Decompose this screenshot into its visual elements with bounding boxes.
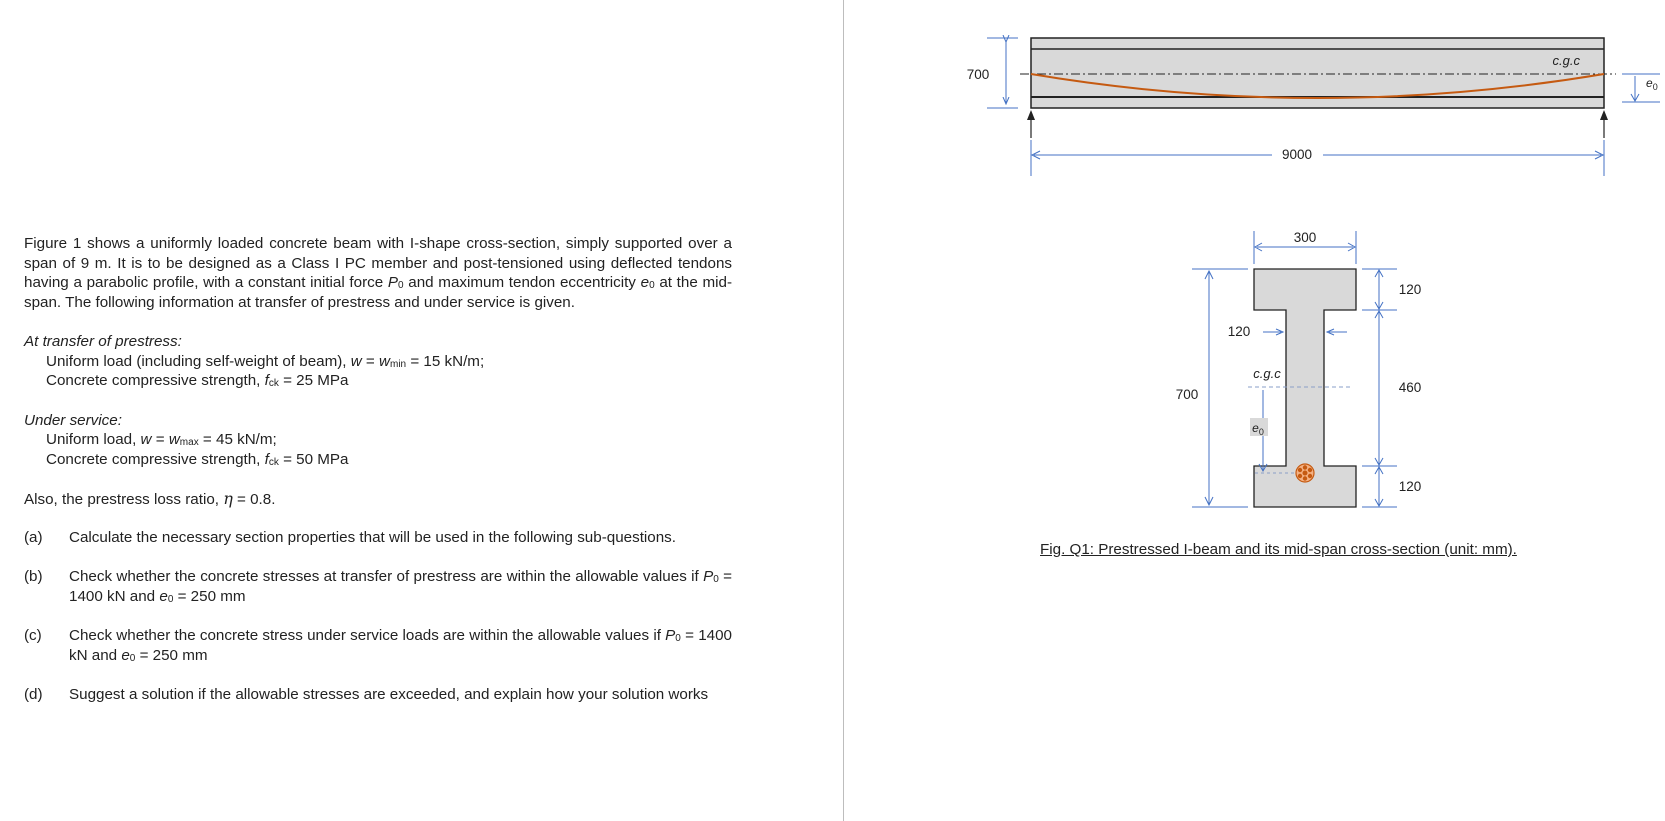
figure-caption: Fig. Q1: Prestressed I-beam and its mid-span cross-section (unit: mm). xyxy=(1040,541,1517,558)
section-width-label: 300 xyxy=(1293,230,1317,245)
tendon-strand-icon xyxy=(1296,464,1314,482)
question-text: Calculate the necessary section properties that will be used in the following sub-questions. xyxy=(69,528,676,546)
intro-paragraph: Figure 1 shows a uniformly loaded concrete beam with I-shape cross-section, simply supported over a span of 9 m. It is to be designed as a Class I PC member and post-tensioned using deflected tendons having a parabolic profile, with a constant initial force $P_0$ and maximum tendon eccentricity $e_0$ at the mid-span. The following information at transfer of prestress and under service is given. xyxy=(24,235,733,311)
span-label: 9000 xyxy=(1281,147,1313,162)
transfer-load: Uniform load (including self-weight of beam), $w = w_{min} = 15$ kN/m; xyxy=(46,352,485,370)
top-flange-label: 120 xyxy=(1398,282,1422,297)
web-height-label: 460 xyxy=(1398,380,1422,395)
web-thickness-label: 120 xyxy=(1227,324,1251,339)
beam-eccentricity-label: $e_0$ xyxy=(1646,76,1658,92)
section-eccentricity-label: $e_0$ xyxy=(1252,421,1264,437)
service-heading: Under service: xyxy=(24,411,122,429)
flange-web-dimensions xyxy=(1362,269,1421,507)
span-dimension xyxy=(1031,140,1604,176)
section-depth-dimension xyxy=(1176,269,1248,507)
support-arrow-right xyxy=(1600,110,1608,138)
question-label: (b) xyxy=(24,568,43,585)
section-eccentricity-dimension xyxy=(1250,390,1268,471)
transfer-strength: Concrete compressive strength, $f_{ck} = 25$ MPa xyxy=(46,372,349,389)
question-label: (a) xyxy=(24,528,43,546)
transfer-heading: At transfer of prestress: xyxy=(24,333,182,350)
beam-depth-label: 700 xyxy=(966,67,990,82)
bottom-flange-label: 120 xyxy=(1398,479,1422,494)
beam-elevation xyxy=(967,38,1660,176)
section-cgc-label: c.g.c xyxy=(1253,366,1281,381)
question-text: Check whether the concrete stresses at transfer of prestress are within the allowable values if $P_0 = 1400$ kN and $e_0 = 250$ mm xyxy=(69,568,732,605)
question-label: (d) xyxy=(24,686,43,703)
question-text: Suggest a solution if the allowable stresses are exceeded, and explain how your solution works xyxy=(69,686,709,703)
i-section xyxy=(1176,230,1422,507)
section-depth-label: 700 xyxy=(1175,387,1199,402)
question-label: (c) xyxy=(24,627,42,644)
support-arrow-left xyxy=(1027,110,1035,138)
service-load: Uniform load, $w = w_{max} = 45$ kN/m; xyxy=(46,431,277,448)
question-text: Check whether the concrete stress under service loads are within the allowable values if $P_0 = 1400$ kN and $e_0 = 250$ mm xyxy=(69,627,732,664)
loss-ratio: Also, the prestress loss ratio, η = 0.8. xyxy=(24,489,276,508)
beam-cgc-label: c.g.c xyxy=(1552,53,1580,68)
section-width-dimension xyxy=(1254,230,1356,264)
beam-depth-dimension xyxy=(967,38,1018,108)
beam-eccentricity-dimension xyxy=(1622,74,1660,102)
service-strength: Concrete compressive strength, $f_{ck} = 50$ MPa xyxy=(46,450,349,468)
